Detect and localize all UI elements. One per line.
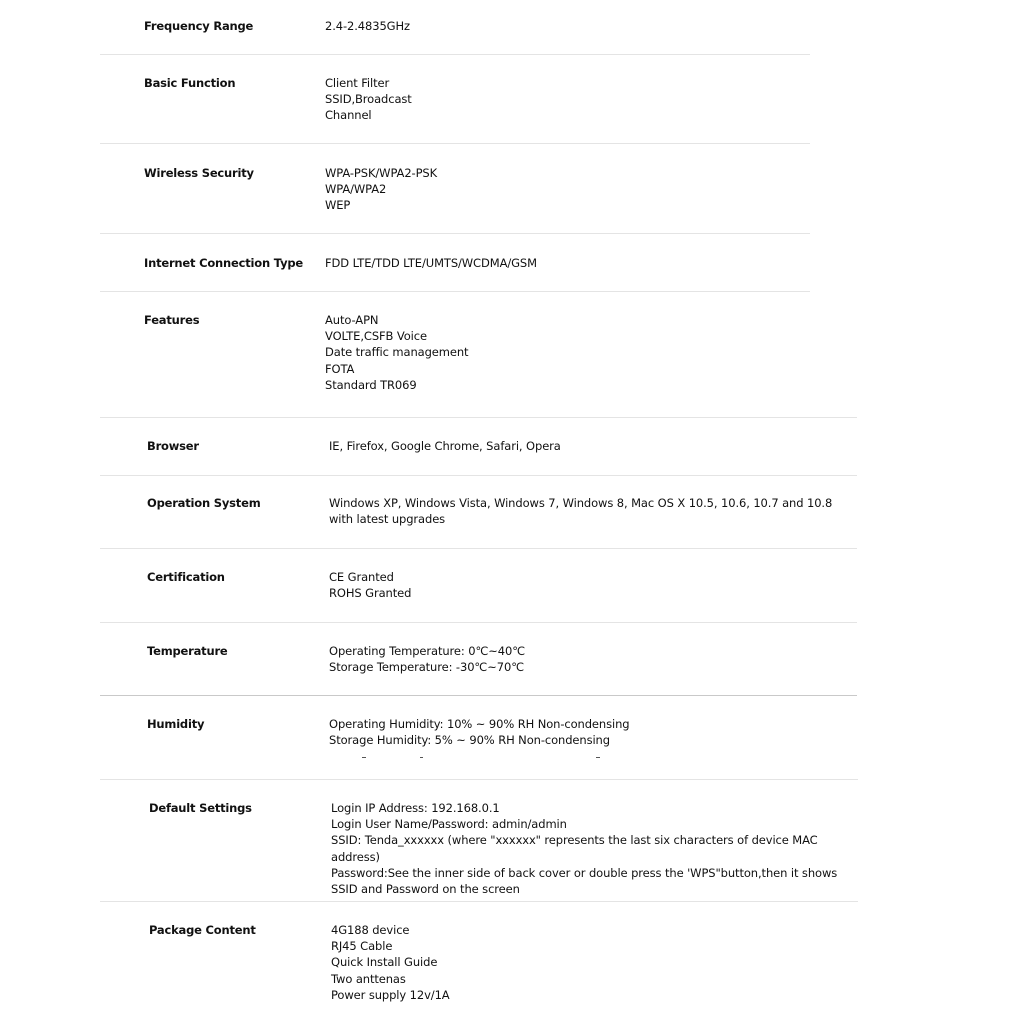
spec-value [329,495,849,527]
spec-value-line: RJ45 Cable [331,939,393,954]
spec-value [329,438,561,454]
spec-value [331,800,856,897]
spec-value [325,255,537,271]
spec-value [325,312,468,393]
spec-value [325,18,410,34]
spec-label: Browser [147,439,199,453]
spec-value-line: Operating Humidity: 10% ~ 90% RH Non-condensing [329,717,630,731]
spec-label: Operation System [147,496,261,510]
spec-value [329,643,525,675]
spec-value-line: Channel [325,108,372,123]
scan-artifact [420,757,423,758]
spec-label: Basic Function [144,76,236,90]
spec-value [329,716,629,748]
spec-value-line: WPA-PSK/WPA2-PSK [325,166,438,180]
spec-value [325,165,437,214]
spec-label: Features [144,313,200,327]
spec-value-line: ROHS Granted [329,586,412,601]
spec-value-line: Power supply 12v/1A [331,987,450,1002]
spec-row-certification [100,549,857,623]
spec-value-line: Client Filter [325,76,390,90]
spec-value-line: SSID,Broadcast [325,92,412,107]
spec-value-line: Windows XP, Windows Vista, Windows 7, Windows 8, Mac OS X 10.5, 10.6, 10.7 and 10.8 with latest upgrades [329,496,833,527]
spec-value-line: Login IP Address: 192.168.0.1 [331,801,500,815]
spec-value [331,922,450,1003]
spec-value [329,569,411,601]
spec-value-line: Storage Temperature: -30℃~70℃ [329,660,525,675]
spec-value-line: 2.4-2.4835GHz [325,19,410,33]
spec-label: Wireless Security [144,166,254,180]
spec-label: Humidity [147,717,205,731]
spec-row-wireless-security [100,144,810,234]
spec-value-line: Operating Temperature: 0℃~40℃ [329,644,526,658]
spec-value-line: Quick Install Guide [331,955,438,970]
spec-value-line: Standard TR069 [325,377,417,392]
spec-row-features [100,292,857,418]
spec-value-line: WPA/WPA2 [325,182,387,197]
spec-label: Temperature [147,644,228,658]
spec-value-line: IE, Firefox, Google Chrome, Safari, Opera [329,439,561,453]
scan-artifact [362,757,366,758]
scan-artifact [596,757,600,758]
spec-label: Frequency Range [144,19,254,33]
spec-value-line: 4G188 device [331,923,410,937]
spec-value-line: FDD LTE/TDD LTE/UMTS/WCDMA/GSM [325,256,537,270]
spec-value [325,75,412,124]
spec-value-line: SSID: Tenda_xxxxxx (where "xxxxxx" represents the last six characters of device MAC address) [331,833,818,864]
spec-value-line: Login User Name/Password: admin/admin [331,817,567,832]
spec-value-line: Date traffic management [325,345,469,360]
spec-row-basic-function [100,55,810,144]
spec-label: Package Content [149,923,256,937]
spec-value-line: Password:See the inner side of back cover or double press the 'WPS"button,then it shows SSID and Password on the screen [331,865,838,897]
spec-row-package-content [100,902,858,1022]
spec-value-line: Auto-APN [325,313,379,327]
spec-label: Default Settings [149,801,252,815]
spec-label: Internet Connection Type [144,256,303,270]
spec-value-line: Storage Humidity: 5% ~ 90% RH Non-condensing [329,733,610,748]
spec-value-line: WEP [325,198,351,213]
spec-value-line: FOTA [325,361,355,376]
spec-value-line: VOLTE,CSFB Voice [325,329,427,344]
spec-label: Certification [147,570,225,584]
spec-value-line: CE Granted [329,570,394,584]
spec-value-line: Two anttenas [331,971,406,986]
